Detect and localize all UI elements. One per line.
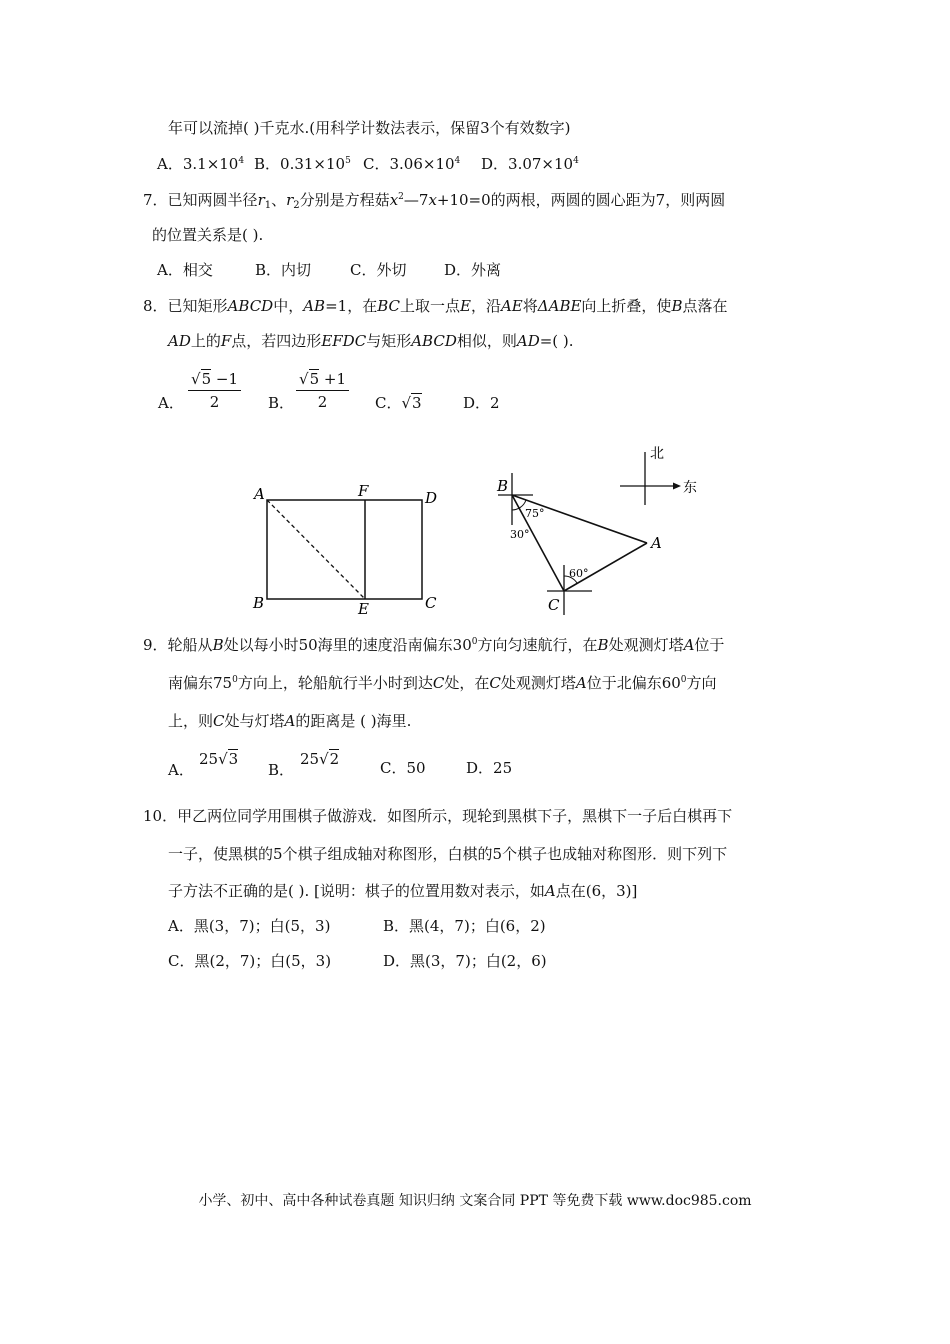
q8-option-b-fraction: $\frac{√5 +1}{2}$ xyxy=(296,370,349,411)
q9-option-b-value: 25√2 xyxy=(300,750,340,768)
label-e: E xyxy=(358,600,369,618)
q10-stem-line3: 子方法不正确的是( ). [说明：棋子的位置用数对表示，如A点在(6，3)] xyxy=(168,882,638,900)
bearing-figure xyxy=(485,440,710,620)
label-d: D xyxy=(425,489,438,507)
label-b: B xyxy=(253,594,265,612)
q7-option-a: A．相交 xyxy=(157,261,213,279)
angle-label-30: 30° xyxy=(510,528,530,541)
page-footer: 小学、初中、高中各种试卷真题 知识归纳 文案合同 PPT 等免费下载 www.doc985.com xyxy=(198,1193,752,1209)
label-c: C xyxy=(425,594,437,612)
q9-stem-line3: 上，则C处与灯塔A的距离是 ( )海里. xyxy=(168,712,412,730)
q10-stem-line1: 10．甲乙两位同学用围棋子做游戏．如图所示，现轮到黑棋下子，黑棋下一子后白棋再下 xyxy=(143,807,733,825)
q8-option-b-label: B． xyxy=(268,394,295,412)
q8-option-a-label: A． xyxy=(158,394,184,412)
east-label: 东 xyxy=(683,480,697,496)
q9-option-a-value: 25√3 xyxy=(199,750,239,768)
q10-stem-line2: 一子，使黑棋的5个棋子组成轴对称图形，白棋的5个棋子也成轴对称图形．则下列下 xyxy=(168,845,728,863)
q10-option-d: D．黑(3，7)；白(2，6) xyxy=(383,952,547,970)
angle-label-60: 60° xyxy=(569,567,589,580)
q9-stem-line1: 9．轮船从B处以每小时50海里的速度沿南偏东$30^0$方向匀速航行，在B处观测灯塔A位于 xyxy=(143,636,725,654)
q8-stem-line1: 8．已知矩形ABCD中，AB=1，在BC上取一点E，沿AE将ΔABE向上折叠，使B点落在 xyxy=(143,297,728,315)
q8-option-a-fraction: $\frac{√5 -1}{2}$ xyxy=(188,370,241,411)
angle-label-75: 75° xyxy=(525,507,545,520)
q9-option-b-label: B． xyxy=(268,761,295,779)
q10-option-c: C．黑(2，7)；白(5，3) xyxy=(168,952,332,970)
q9-option-c: C．50 xyxy=(380,759,426,777)
q6-option-c: C．$3.06\times 10^4$ xyxy=(363,155,461,173)
label-a-nav: A xyxy=(651,534,662,552)
angle-arc-75 xyxy=(512,500,526,510)
rectangle-abcd xyxy=(267,500,422,599)
q6-option-d: D．$3.07\times 10^4$ xyxy=(481,155,579,173)
q10-option-a: A．黑(3，7)；白(5，3) xyxy=(168,917,331,935)
q9-option-d: D．25 xyxy=(466,759,513,777)
q6-stem-tail: 年可以流掉( )千克水.(用科学计数法表示，保留3个有效数字) xyxy=(168,119,571,137)
q7-option-b: B．内切 xyxy=(255,261,312,279)
q8-option-d: D．2 xyxy=(463,394,500,412)
label-f: F xyxy=(358,482,369,500)
north-label: 北 xyxy=(650,446,664,462)
q9-stem-line2: 南偏东$75^0$方向上，轮船航行半小时到达C处，在C处观测灯塔A位于北偏东$60^0$方向 xyxy=(168,674,717,692)
q6-option-a: A．$3.1\times 10^4$ xyxy=(157,155,245,173)
label-b-nav: B xyxy=(497,477,509,495)
q7-stem-line1: 7．已知两圆半径$r_1$、$r_2$分别是方程菇$x^2—7x+10=0$的两根，两圆的圆心距为7，则两圆 xyxy=(143,191,726,211)
q10-option-b: B．黑(4，7)；白(6，2) xyxy=(383,917,546,935)
q7-option-c: C．外切 xyxy=(350,261,407,279)
label-a: A xyxy=(254,485,265,503)
rectangle-fold-figure xyxy=(245,478,450,618)
east-arrowhead xyxy=(673,483,681,490)
q9-option-a-label: A． xyxy=(168,761,194,779)
q7-stem-line2: 的位置关系是( ). xyxy=(152,226,264,244)
label-c-nav: C xyxy=(548,596,560,614)
q8-stem-line2: AD上的F点，若四边形EFDC与矩形ABCD相似，则AD=( ). xyxy=(168,332,574,350)
q6-option-b: B．$0.31\times 10^5$ xyxy=(254,155,351,173)
fold-line-ae xyxy=(267,500,365,599)
q7-option-d: D．外离 xyxy=(444,261,502,279)
q8-option-c: C．√3 xyxy=(375,394,422,412)
